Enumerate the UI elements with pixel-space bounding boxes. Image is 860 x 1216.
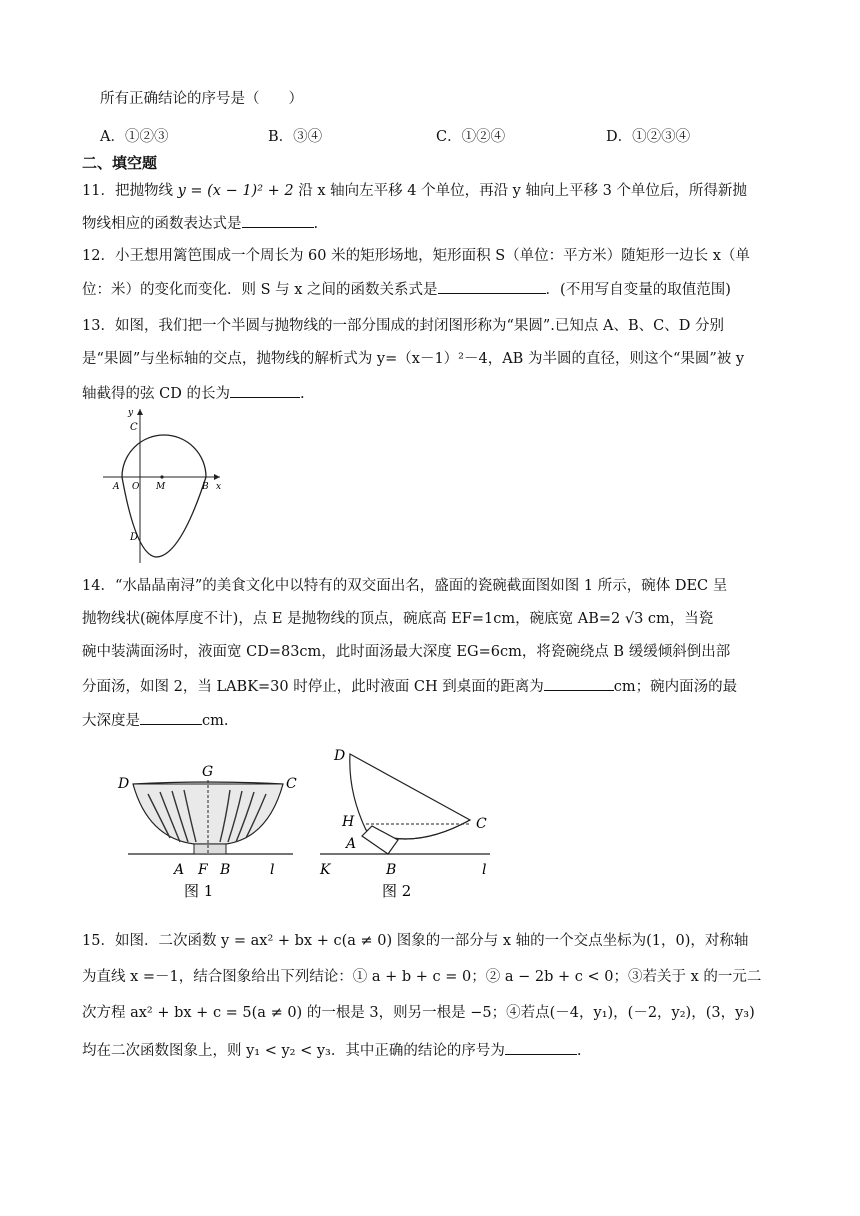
semicircle-curve <box>122 435 206 477</box>
choice-d <box>606 125 690 146</box>
q11-line1 <box>82 181 747 201</box>
q13-line1: 13．如图，我们把一个半圆与抛物线的一部分围成的封闭图形称为“果圆”.已知点 A、B、C、D 分别 <box>82 318 724 334</box>
q15-answer-blank[interactable] <box>505 1040 577 1055</box>
q14-line3: 碗中装满面汤时，液面宽 CD=83cm，此时面汤最大深度 EG=6cm，将瓷碗绕点 B 缓缓倾斜倒出部 <box>82 644 731 660</box>
q15-line3: 次方程 ax² + bx + c = 5(a ≠ 0) 的一根是 3，则另一根是 −5；④若点(－4，y₁)，(－2，y₂)，(3，y₃) <box>82 1005 755 1021</box>
label-x: x <box>216 482 222 492</box>
question-stem: 所有正确结论的序号是（ ） <box>100 91 303 107</box>
fig2-label-d: D <box>334 748 346 764</box>
q15-line2: 为直线 x =－1，结合图象给出下列结论：① a + b + c = 0；② a − 2b + c < 0；③若关于 x 的一元二 <box>82 969 762 985</box>
q14-text-b: cm；碗内面汤的最 <box>613 679 738 695</box>
bowl-figure-1 <box>108 758 308 906</box>
q14-line4 <box>82 676 737 697</box>
center-point-m <box>160 475 163 478</box>
q12-text-b: ．(不用写自变量的取值范围) <box>545 282 731 298</box>
fig1-label-l: l <box>270 862 275 878</box>
fig1-label-b: B <box>220 862 231 878</box>
fig1-label-d: D <box>118 776 130 792</box>
choice-b-text: ③④ <box>293 129 323 145</box>
q13-text-a: 轴截得的弦 CD 的长为 <box>82 386 230 402</box>
q12-line2 <box>82 279 731 300</box>
q11-answer-blank[interactable] <box>242 213 314 228</box>
q12-text-a: 位：米）的变化而变化．则 S 与 x 之间的函数关系式是 <box>82 282 438 298</box>
choice-a <box>100 125 168 146</box>
fig2-label-b: B <box>386 862 397 878</box>
label-b: B <box>202 482 209 492</box>
label-m: M <box>156 482 166 492</box>
q13-line2: 是“果圆”与坐标轴的交点，抛物线的解析式为 y=（x－1）²－4，AB 为半圆的直径，则这个“果圆”被 y <box>82 351 745 367</box>
q14-line2: 抛物线状(碗体厚度不计)，点 E 是抛物线的顶点，碗底高 EF=1cm，碗底宽 AB=2 √3 cm，当瓷 <box>82 611 714 627</box>
q14-line1: 14．“水晶晶南浔”的美食文化中以特有的双交面出名，盛面的瓷碗截面图如图 1 所示，碗体 DEC 呈 <box>82 578 728 594</box>
q13-answer-blank[interactable] <box>230 383 300 398</box>
q11-text-c: 物线相应的函数表达式是 <box>82 216 242 232</box>
bowl-body-tilted <box>350 754 470 839</box>
fig2-label-c: C <box>476 816 487 832</box>
bowl-foot <box>194 844 226 854</box>
q14-answer-blank-1[interactable] <box>544 676 614 691</box>
fig1-label-f: F <box>198 862 208 878</box>
q15-text-a: 均在二次函数图象上，则 y₁ < y₂ < y₃．其中正确的结论的序号为 <box>82 1043 505 1059</box>
q12-answer-blank[interactable] <box>438 279 546 294</box>
choice-a-text: ①②③ <box>124 129 169 145</box>
section-heading: 二、填空题 <box>82 154 158 172</box>
fig2-label-k: K <box>320 862 331 878</box>
x-axis-arrow <box>214 474 220 480</box>
q14-text-a: 分面汤，如图 2，当 LABK=30 时停止，此时液面 CH 到桌面的距离为 <box>82 679 544 695</box>
choice-d-text: ①②③④ <box>632 129 691 145</box>
choice-c-label: C． <box>436 129 462 145</box>
fruit-circle-figure <box>98 405 228 565</box>
q14-text-d: cm. <box>202 713 229 729</box>
q13-line3 <box>82 383 305 404</box>
q13-text-b: . <box>299 386 305 402</box>
q11-line2 <box>82 213 318 234</box>
fig1-caption: 图 1 <box>184 882 214 900</box>
choice-c <box>436 125 505 146</box>
label-o: O <box>132 482 140 492</box>
fig2-label-h: H <box>342 814 355 830</box>
bowl-figure-2 <box>312 742 512 906</box>
fig1-label-a: A <box>174 862 185 878</box>
label-d: D <box>130 532 139 543</box>
q15-line1: 15．如图．二次函数 y = ax² + bx + c(a ≠ 0) 图象的一部分与 x 轴的一个交点坐标为(1，0)，对称轴 <box>82 933 749 949</box>
q15-text-b: . <box>576 1043 582 1059</box>
label-y: y <box>128 408 134 418</box>
q11-text-b: 沿 x 轴向左平移 4 个单位，再沿 y 轴向上平移 3 个单位后，所得新抛 <box>293 183 747 199</box>
fig2-label-a: A <box>346 836 357 852</box>
fig2-caption: 图 2 <box>382 882 412 900</box>
label-c: C <box>130 422 138 433</box>
y-axis-arrow <box>137 409 143 415</box>
q12-line1: 12．小王想用篱笆围成一个周长为 60 米的矩形场地，矩形面积 S（单位：平方米）随矩形一边长 x（单 <box>82 248 750 264</box>
choice-a-label: A． <box>100 129 125 145</box>
fig1-label-g: G <box>202 764 214 780</box>
q11-text-a: 11．把抛物线 <box>82 183 178 199</box>
label-a: A <box>113 482 120 492</box>
q14-answer-blank-2[interactable] <box>140 710 202 725</box>
choice-d-label: D． <box>606 129 633 145</box>
choice-b-label: B． <box>268 129 294 145</box>
choice-b <box>268 125 322 146</box>
q15-line4 <box>82 1040 581 1061</box>
q14-text-c: 大深度是 <box>82 713 140 729</box>
q11-formula: y = (x − 1)² + 2 <box>177 183 294 199</box>
fig1-label-c: C <box>286 776 297 792</box>
q14-line5 <box>82 710 228 731</box>
fig2-label-l: l <box>482 862 487 878</box>
choice-c-text: ①②④ <box>461 129 506 145</box>
q11-text-d: . <box>313 216 319 232</box>
